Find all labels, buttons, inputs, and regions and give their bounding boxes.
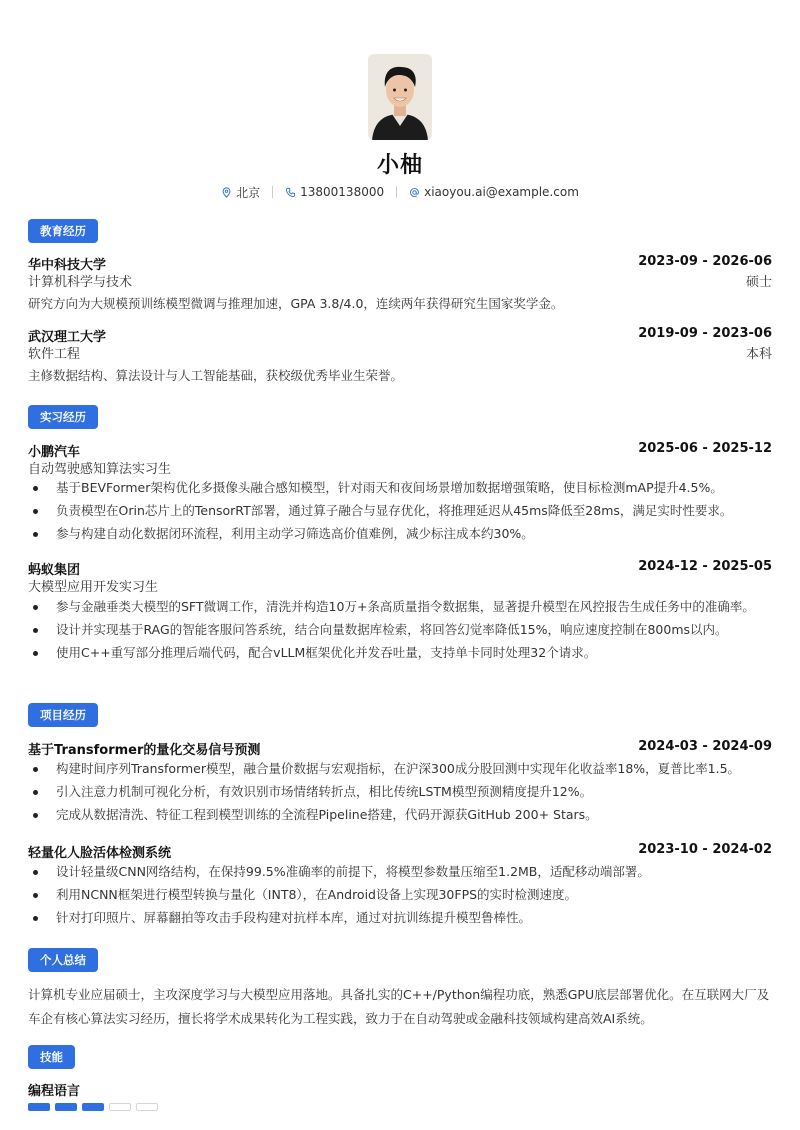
education-dates: 2023-09 - 2026-06 [638,254,772,269]
location-text: 北京 [236,185,261,200]
phone-text: 13800138000 [300,185,385,199]
internship-role-row [28,576,772,595]
company-name: 小鹏汽车 [28,445,81,460]
school-name: 华中科技大学 [28,258,107,273]
internship-dates: 2024-12 - 2025-05 [638,559,772,574]
bullet-item: 针对打印照片、屏幕翻拍等攻击手段构建对抗样本库，通过对抗训练提升模型鲁棒性。 [28,909,772,927]
bullet-item: 设计并实现基于RAG的智能客服问答系统，结合向量数据库检索，将回答幻觉率降低15%，响应速度控制在800ms以内。 [28,621,772,639]
major: 软件工程 [28,347,81,362]
project-name: 基于Transformer的量化交易信号预测 [28,743,261,758]
skill-level-segment [136,1103,158,1111]
email-text[interactable]: xiaoyou.ai@example.com [424,185,579,199]
degree: 本科 [745,347,772,362]
email-item[interactable] [409,185,579,199]
major: 计算机科学与技术 [28,275,133,290]
education-description: 主修数据结构、算法设计与人工智能基础，获校级优秀毕业生荣誉。 [28,368,404,383]
location-pin-icon [221,187,232,198]
skill-level-segment [109,1103,131,1111]
section-title-summary: 个人总结 [28,948,98,972]
avatar-icon [368,54,432,140]
bullet-item: 参与构建自动化数据闭环流程，利用主动学习筛选高价值难例，减少标注成本约30%。 [28,525,772,543]
project-dates: 2024-03 - 2024-09 [638,739,772,754]
phone-icon [285,187,296,198]
candidate-name: 小柚 [376,153,423,178]
skill-level-bar [28,1103,158,1111]
education-dates: 2019-09 - 2023-06 [638,326,772,341]
project-name: 轻量化人脸活体检测系统 [28,846,172,861]
contact-divider [272,186,273,198]
bullet-item: 使用C++重写部分推理后端代码，配合vLLM框架优化并发吞吐量，支持单卡同时处理32个请求。 [28,644,772,662]
contact-bar [0,184,800,200]
project-dates: 2023-10 - 2024-02 [638,842,772,857]
summary-text: 计算机专业应届硕士，主攻深度学习与大模型应用落地。具备扎实的C++/Python编程功底，熟悉GPU底层部署优化。在互联网大厂及车企有核心算法实习经历，擅长将学术成果转化为工程实践，致力于在自动驾驶或金融科技领域构建高效AI系统。 [28,987,770,1026]
bullet-item: 构建时间序列Transformer模型，融合量价数据与宏观指标，在沪深300成分股回测中实现年化收益率18%，夏普比率1.5。 [28,760,772,778]
bullet-item: 基于BEVFormer架构优化多摄像头融合感知模型，针对雨天和夜间场景增加数据增强策略，使目标检测mAP提升4.5%。 [28,479,772,497]
internship-bullets [28,598,772,667]
skill-level-segment [28,1103,50,1111]
section-title-internship: 实习经历 [28,405,98,429]
location-item [221,184,260,201]
degree: 硕士 [745,275,772,290]
bullet-item: 利用NCNN框架进行模型转换与量化（INT8），在Android设备上实现30FPS的实时检测速度。 [28,886,772,904]
bullet-item: 负责模型在Orin芯片上的TensorRT部署，通过算子融合与显存优化，将推理延迟从45ms降低至28ms，满足实时性要求。 [28,502,772,520]
internship-dates: 2025-06 - 2025-12 [638,441,772,456]
skill-level-segment [82,1103,104,1111]
bullet-item: 引入注意力机制可视化分析，有效识别市场情绪转折点，相比传统LSTM模型预测精度提升12%。 [28,783,772,801]
school-name: 武汉理工大学 [28,330,107,345]
bullet-item: 完成从数据清洗、特征工程到模型训练的全流程Pipeline搭建，代码开源获GitHub 200+ Stars。 [28,806,772,824]
bullet-item: 设计轻量级CNN网络结构，在保持99.5%准确率的前提下，将模型参数量压缩至1.2MB，适配移动端部署。 [28,863,772,881]
education-entry-subheader [28,271,772,290]
company-name: 蚂蚁集团 [28,563,81,578]
bullet-item: 参与金融垂类大模型的SFT微调工作，清洗并构造10万+条高质量指令数据集，显著提升模型在风控报告生成任务中的准确率。 [28,598,772,616]
project-bullets [28,863,772,932]
profile-photo [368,54,432,140]
phone-item [285,185,384,199]
internship-bullets [28,479,772,548]
project-bullets [28,760,772,829]
education-description: 研究方向为大规模预训练模型微调与推理加速，GPA 3.8/4.0，连续两年获得研究生国家奖学金。 [28,296,564,311]
internship-role: 大模型应用开发实习生 [28,580,159,595]
education-entry-subheader [28,343,772,362]
section-title-projects: 项目经历 [28,703,98,727]
section-title-skills: 技能 [28,1045,75,1069]
skill-level-segment [55,1103,77,1111]
project-entry-header [28,739,772,758]
internship-role: 自动驾驶感知算法实习生 [28,462,172,477]
internship-role-row [28,458,772,477]
at-sign-icon [409,187,420,198]
project-entry-header [28,842,772,861]
skill-name: 编程语言 [28,1084,81,1099]
section-title-education: 教育经历 [28,219,98,243]
contact-divider [396,186,397,198]
